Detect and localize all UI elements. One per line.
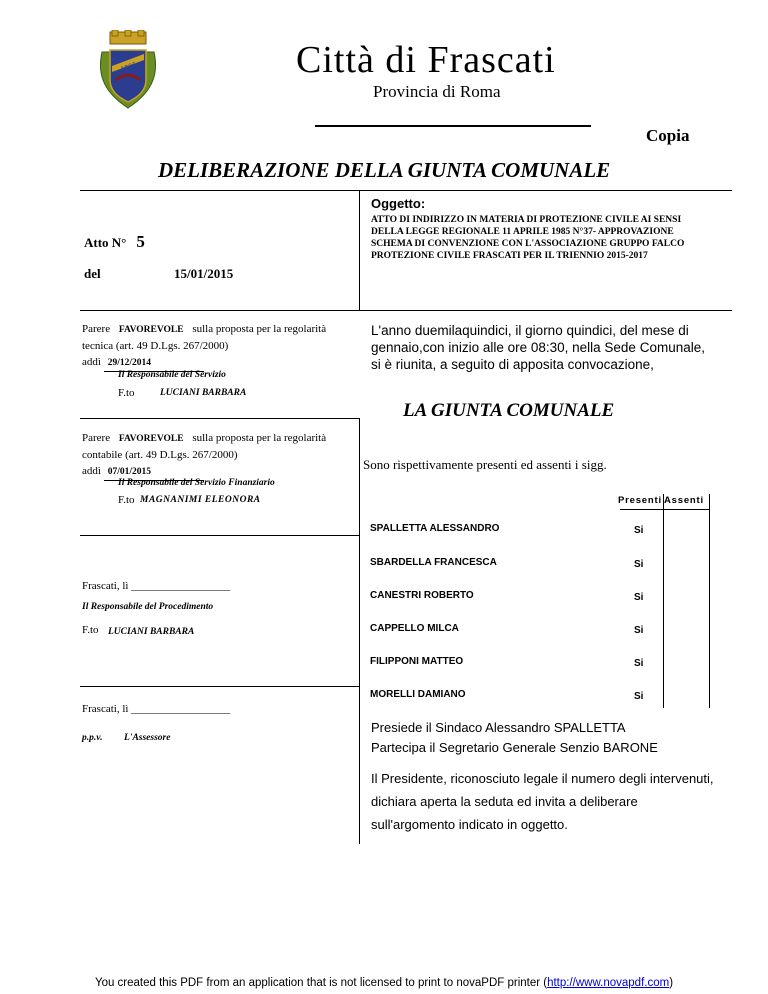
member-present: Si [634,691,644,702]
province-label: Provincia di Roma [373,82,501,101]
member-name: SPALLETTA ALESSANDRO [370,523,500,534]
member-name: CANESTRI ROBERTO [370,590,474,601]
city-title: Città di Frascati [296,39,556,81]
procedure-fto: F.to [82,624,99,636]
subject-text: ATTO DI INDIRIZZO IN MATERIA DI PROTEZIONE CIVILE AI SENSI DELLA LEGGE REGIONALE 11 APRILE 1985 N°37- APPROVAZIONE SCHEMA DI CONVENZIONE CON L'ASSOCIAZIONE GRUPPO FALCO PROTEZIONE CIVILE FRASCATI PER IL TRIENNIO 2015-2017 [371,215,685,261]
pdf-footer: You created this PDF from an application that is not licensed to print to novaPDF printer (http://www.novapdf.com) [94,977,674,989]
table-header-rule [620,509,710,510]
novapdf-link[interactable]: http://www.novapdf.com [547,977,670,989]
assessor-ppv: p.p.v. [82,733,103,743]
copy-label: Copia [646,126,690,145]
section-rule-2 [80,535,359,536]
technical-fto: F.to [118,387,135,399]
subject-label: Oggetto: [371,196,426,211]
column-divider [359,190,360,310]
accounting-fto: F.to [118,494,135,506]
member-name: MORELLI DAMIANO [370,689,466,700]
closing-text: Il Presidente, riconosciuto legale il numero degli intervenuti, dichiara aperta la seduta ed invita a deliberare sull'argomento indicato in oggetto. [371,771,714,832]
member-name: SBARDELLA FRANCESCA [370,557,497,568]
member-row [370,590,710,604]
member-present: Si [634,658,644,669]
member-present: Si [634,559,644,570]
title-rule [80,190,732,191]
act-rule [80,310,732,311]
attendance-table [370,494,710,708]
accounting-opinion-value: FAVOREVOLE [118,434,184,444]
act-date: 15/01/2015 [174,266,234,281]
accounting-signer: MAGNANIMI ELEONORA [140,495,261,505]
act-date-label: del [84,266,101,281]
attendance-intro: Sono rispettivamente presenti ed assenti i sigg. [363,457,607,472]
technical-responsible-title: Il Responsabile del Servizio [118,370,226,380]
member-name: FILIPPONI MATTEO [370,656,464,667]
member-present: Si [634,592,644,603]
member-row [370,623,710,637]
procedure-responsible-title: Il Responsabile del Procedimento [82,602,214,612]
column-divider-2 [359,418,360,844]
document-title: DELIBERAZIONE DELLA GIUNTA COMUNALE [158,158,611,182]
procedure-place-date: Frascati, lì __________________ [82,580,231,592]
assessor-place-date: Frascati, lì __________________ [82,703,231,715]
presides-text: Presiede il Sindaco Alessandro SPALLETTA [371,720,626,735]
section-rule-3 [80,686,359,687]
act-number: 5 [136,232,145,251]
technical-opinion: Parere FAVOREVOLE sulla proposta per la regolarità tecnica (art. 49 D.Lgs. 267/2000) addì 29/12/2014 [82,321,356,372]
member-row [370,689,710,703]
act-number-row [84,232,145,252]
member-row [370,523,710,537]
header-underline [315,125,591,127]
accounting-opinion: Parere FAVOREVOLE sulla proposta per la regolarità contabile (art. 49 D.Lgs. 267/2000) addì 07/01/2015 [82,430,356,481]
member-present: Si [634,625,644,636]
accounting-responsible-title: Il Responsabile del Servizio Finanziario [118,478,275,488]
member-name: CAPPELLO MILCA [370,623,459,634]
col-present-header: Presenti [618,495,662,506]
technical-signer: LUCIANI BARBARA [160,388,247,398]
member-row [370,656,710,670]
council-title: LA GIUNTA COMUNALE [403,400,615,421]
secretary-text: Partecipa il Segretario Generale Senzio BARONE [371,740,658,755]
crest-motto: S·P·Q·T [120,60,136,71]
accounting-opinion-date: 07/01/2015 [104,464,204,481]
technical-opinion-date: 29/12/2014 [104,355,204,372]
member-row [370,557,710,571]
section-rule-1 [80,418,359,419]
assessor-title: L'Assessore [124,733,171,743]
procedure-signer: LUCIANI BARBARA [108,627,195,637]
member-present: Si [634,525,644,536]
technical-opinion-value: FAVOREVOLE [118,325,184,335]
meeting-intro: L'anno duemilaquindici, il giorno quindici, del mese di gennaio,con inizio alle ore 08:30, nella Sede Comunale, si è riunita, a seguito di apposita convocazione, [371,323,705,372]
col-absent-header: Assenti [664,495,704,506]
city-crest [96,30,160,114]
act-number-label: Atto N° [84,235,127,250]
